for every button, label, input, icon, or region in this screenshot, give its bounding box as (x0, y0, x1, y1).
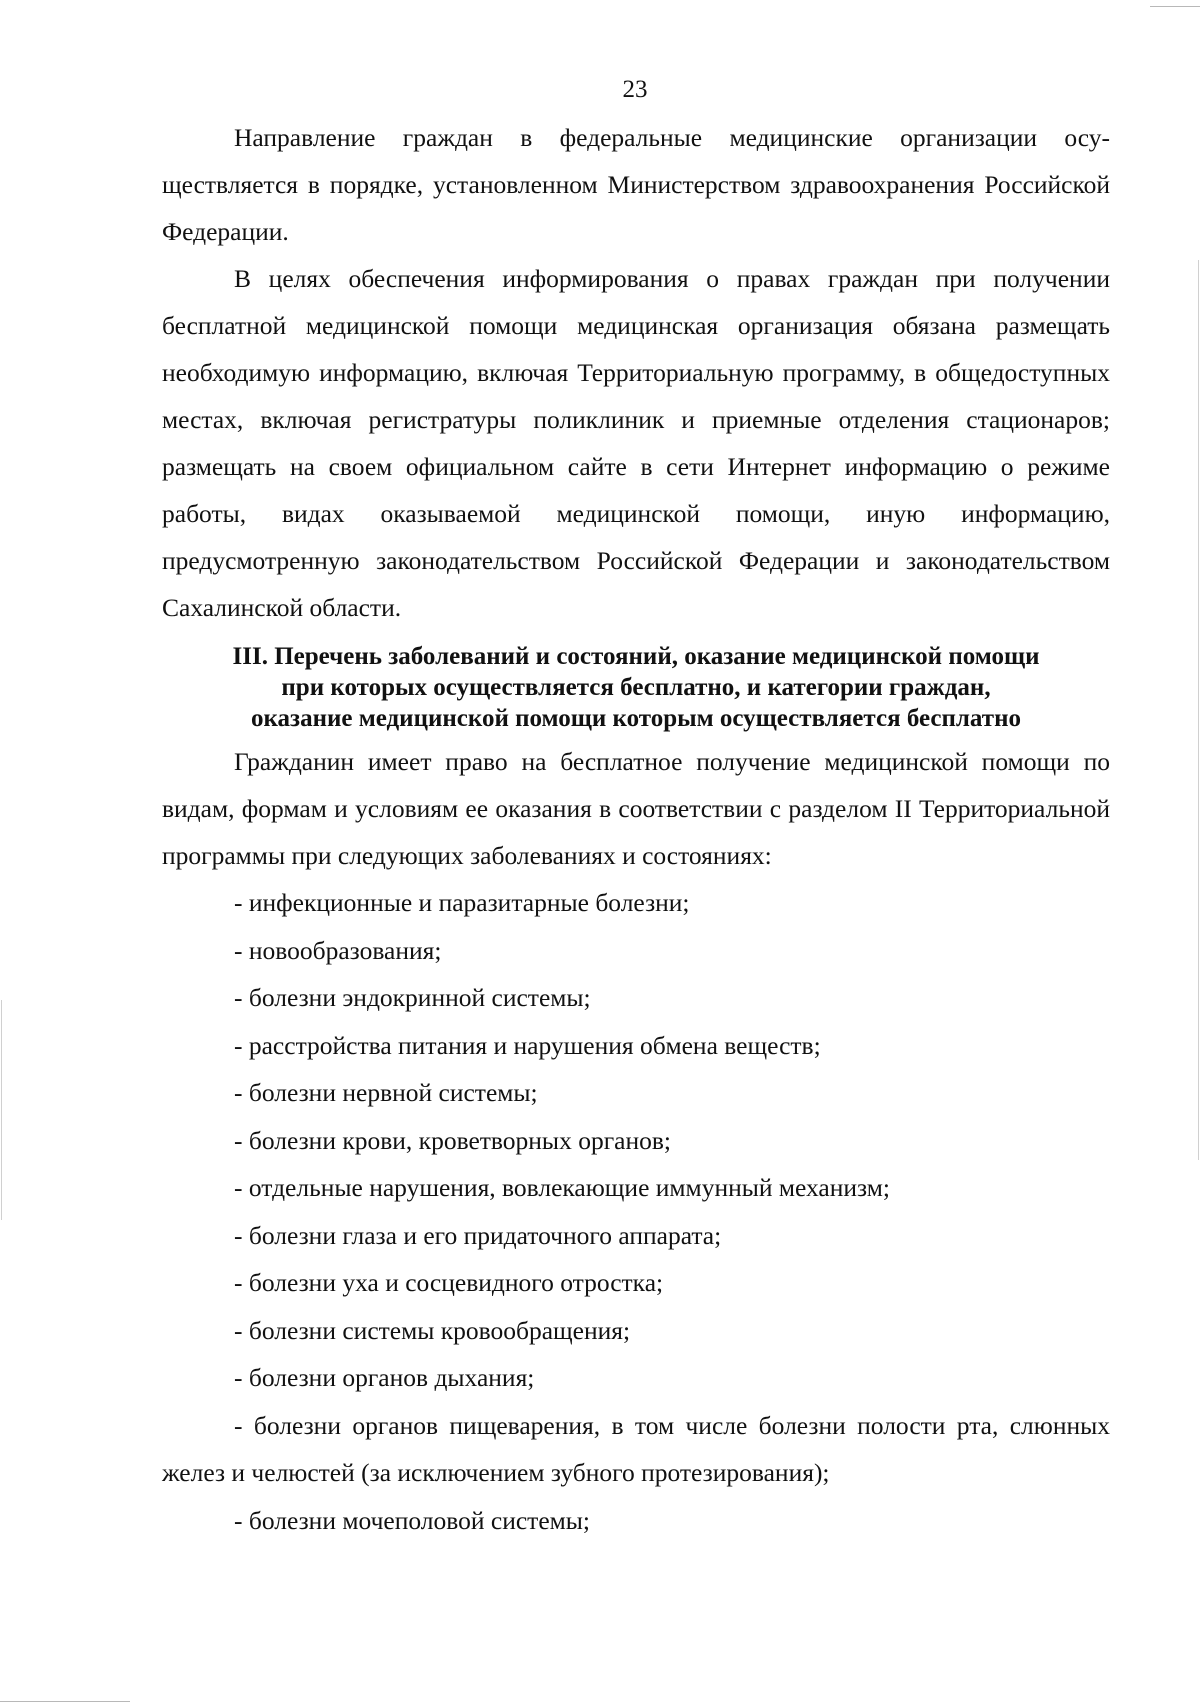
section-heading-line-1: III. Перечень заболеваний и состояний, оказание медицинской помощи (232, 643, 1040, 670)
list-item: - болезни органов дыхания; (234, 1363, 535, 1392)
list-item: - отдельные нарушения, вовлекающие иммунный механизм; (234, 1173, 890, 1202)
scan-edge-line (1150, 6, 1200, 7)
paragraph-information-duty: В целях обеспечения информирования о правах граждан при получении бесплатной медицинской помощи медицинская организация обязана размещать необходимую информацию, включая Территориальную программу, в общедоступных местах, включая регистратуры поликлиник и приемные отделения стационаров; размещать на своем официальном сайте в сети Интернет информацию о режиме работы, видах оказываемой медицинской помощи, иную информацию, предусмотренную законодательством Российской Федерации и законодательством Сахалинской области. (162, 264, 1110, 622)
list-item: - инфекционные и паразитарные болезни; (234, 888, 690, 917)
list-item: - болезни уха и сосцевидного отростка; (234, 1268, 664, 1297)
list-item: - новообразования; (234, 935, 442, 965)
list-item: - расстройства питания и нарушения обмена веществ; (234, 1030, 821, 1060)
page-number: 23 (622, 76, 648, 103)
document-body (162, 114, 1110, 1544)
list-item: - болезни системы кровообращения; (234, 1315, 631, 1345)
section-heading-line-3: оказание медицинской помощи которым осуществляется бесплатно (251, 705, 1021, 732)
list-item: - болезни нервной системы; (234, 1078, 538, 1107)
scan-edge-line (1, 1000, 2, 1220)
list-item: - болезни глаза и его придаточного аппарата; (234, 1220, 722, 1250)
paragraph-citizen-right: Гражданин имеет право на бесплатное получение медицинской помощи по видам, формам и условиям ее оказания в соответствии с разделом II Территориальной программы при следующих заболеваниях и состояниях: (162, 747, 1110, 870)
scan-edge-line (1198, 260, 1199, 1160)
list-item: - болезни органов пищеварения, в том числе болезни полости рта, слюнных желез и челюстей (за исключением зубного протезирования); (162, 1410, 1110, 1487)
scan-edge-line (0, 1701, 130, 1702)
section-heading (162, 641, 1110, 734)
list-item: - болезни крови, кроветворных органов; (234, 1125, 671, 1155)
conditions-list (162, 879, 1110, 1544)
paragraph-federal-referral: Направление граждан в федеральные медицинские организации осуществляется в порядке, установленном Министерством здравоохранения Российской Федерации. (162, 123, 1110, 246)
section-heading-line-2: при которых осуществляется бесплатно, и категории граждан, (281, 674, 991, 701)
list-item: - болезни эндокринной системы; (234, 983, 591, 1012)
list-item: - болезни мочеполовой системы; (234, 1505, 590, 1535)
